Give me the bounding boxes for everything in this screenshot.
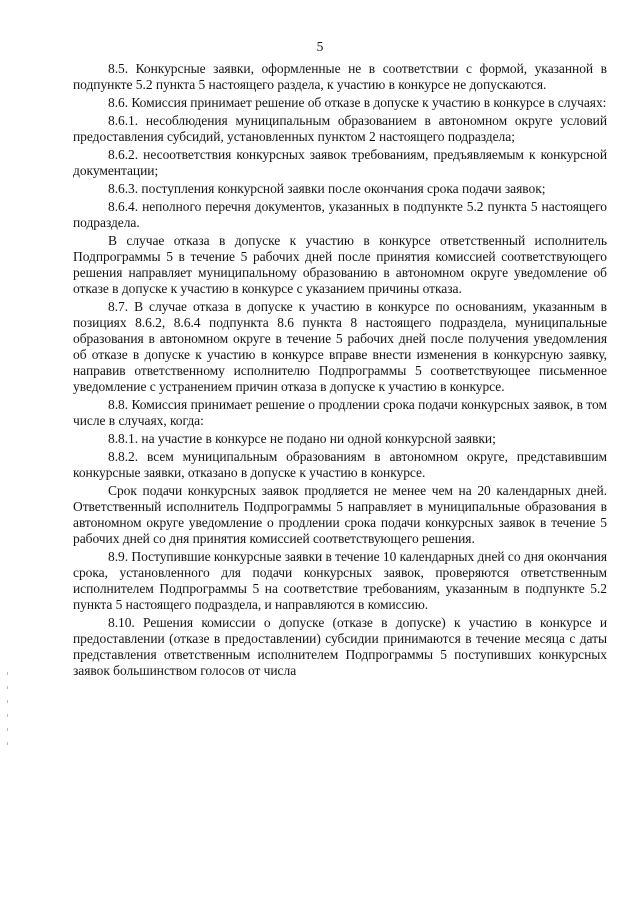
paragraph-8-6-2: 8.6.2. несоответствия конкурсных заявок требованиям, предъявляемым к конкурсной документации; xyxy=(73,147,607,178)
paragraph-8-8: 8.8. Комиссия принимает решение о продлении срока подачи конкурсных заявок, в том числе в случаях, когда: xyxy=(73,397,607,428)
paragraph-8-5: 8.5. Конкурсные заявки, оформленные не в соответствии с формой, указанной в подпункте 5.2 пункта 5 настоящего раздела, к участию в конкурсе не допускаются. xyxy=(73,61,607,92)
paragraph-8-9: 8.9. Поступившие конкурсные заявки в течение 10 календарных дней со дня окончания срока, установленного для подачи конкурсных заявок, проверяются ответственным исполнителем Подпрограммы 5 на соответствие требованиям, указанным в подпункте 5.2 пункта 5 настоящего подраздела, и направляются в комиссию. xyxy=(73,549,607,612)
paragraph-8-6-4: 8.6.4. неполного перечня документов, указанных в подпункте 5.2 пункта 5 настоящего подраздела. xyxy=(73,199,607,230)
paragraph-8-8-1: 8.8.1. на участие в конкурсе не подано ни одной конкурсной заявки; xyxy=(108,431,496,446)
paragraph-8-6-1: 8.6.1. несоблюдения муниципальным образованием в автономном округе условий предоставления субсидий, установленных пунктом 2 настоящего подраздела; xyxy=(73,113,607,144)
paragraph-8-8-2: 8.8.2. всем муниципальным образованиям в автономном округе, представившим конкурсные заявки, отказано в допуске к участию в конкурсе. xyxy=(73,449,607,480)
paragraph-refusal-notice: В случае отказа в допуске к участию в конкурсе ответственный исполнитель Подпрограммы 5 в течение 5 рабочих дней после принятия комиссией соответствующего решения направляет муниципальному образованию в автономном округе уведомление об отказе в допуске к участию в конкурсе с указанием причины отказа. xyxy=(73,233,607,296)
paragraph-extension-term: Срок подачи конкурсных заявок продляется не менее чем на 20 календарных дней. Ответственный исполнитель Подпрограммы 5 направляет в муниципальные образования в автономном округе уведомление о продлении срока подачи конкурсных заявок в течение 5 рабочих дней со дня принятия комиссией соответствующего решения. xyxy=(73,483,607,546)
paragraph-8-10: 8.10. Решения комиссии о допуске (отказе в допуске) к участию в конкурсе и предоставлении (отказе в предоставлении) субсидии принимаются в течение месяца с даты представления ответственным исполнителем Подпрограммы 5 поступивших конкурсных заявок большинством голосов от числа xyxy=(73,615,607,678)
document-body xyxy=(73,61,607,679)
paragraph-8-7: 8.7. В случае отказа в допуске к участию в конкурсе по основаниям, указанным в позициях 8.6.2, 8.6.4 подпункта 8.6 пункта 8 настоящего подраздела, муниципальные образования в автономном округе в течение 5 рабочих дней после получения уведомления об отказе в допуске к участию в конкурсе вправе внести изменения в конкурсную заявку, направив ответственному исполнителю Подпрограммы 5 соответствующее письменное уведомление с устранением причин отказа в допуске к участию в конкурсе. xyxy=(73,299,607,394)
scan-edge-marks xyxy=(7,672,9,752)
paragraph-8-6: 8.6. Комиссия принимает решение об отказе в допуске к участию в конкурсе в случаях: xyxy=(108,95,607,110)
page-number: 5 xyxy=(316,39,324,54)
paragraph-8-6-3: 8.6.3. поступления конкурсной заявки после окончания срока подачи заявок; xyxy=(108,181,546,196)
